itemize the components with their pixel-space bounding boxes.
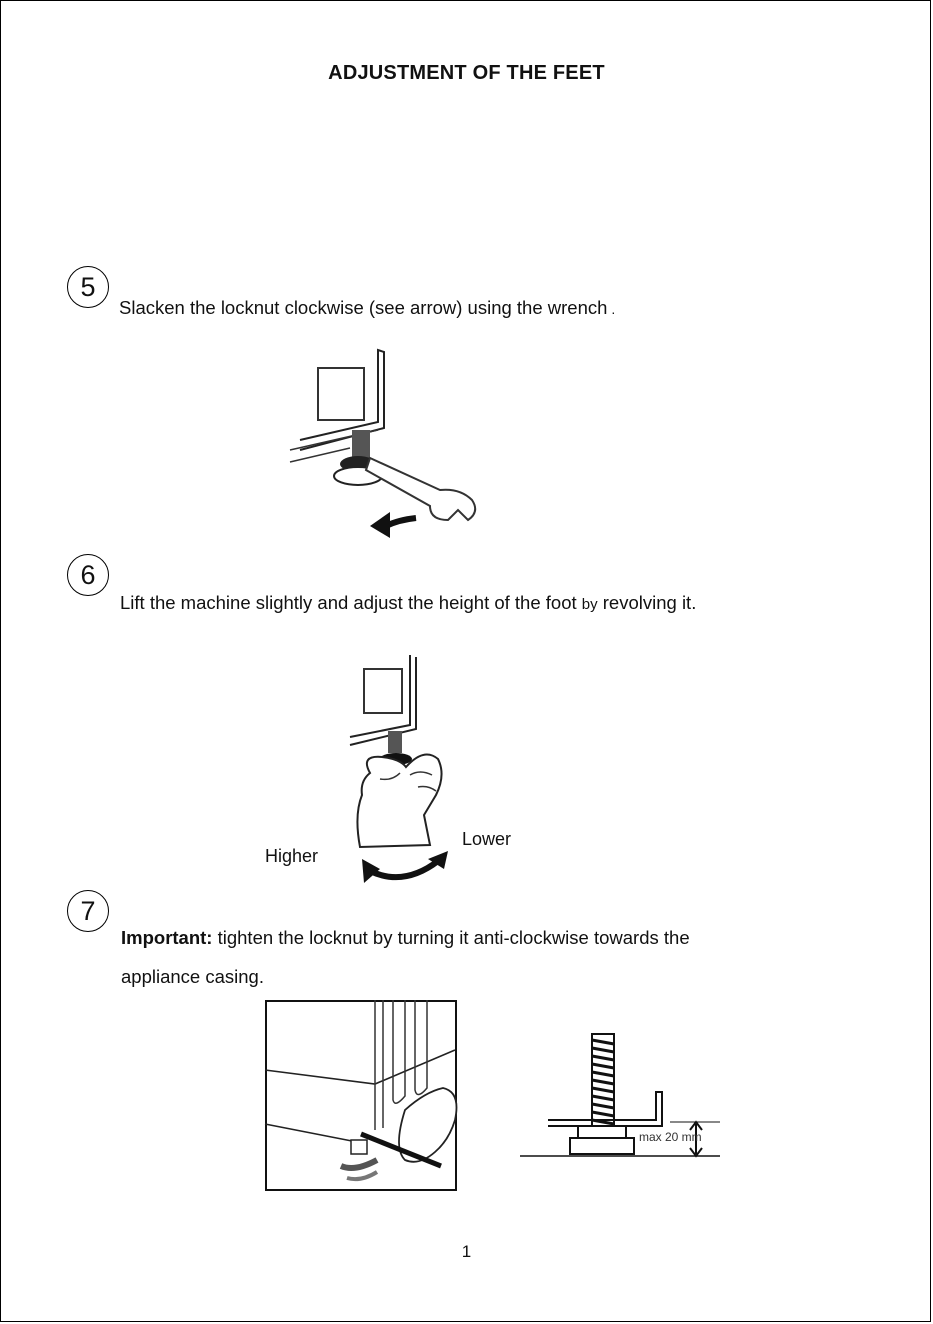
step-5-period: . bbox=[611, 301, 616, 317]
step-5-number: 5 bbox=[67, 266, 109, 308]
wrench-loosening-illustration bbox=[290, 350, 490, 540]
lower-label: Lower bbox=[462, 829, 512, 849]
step-6-number: 6 bbox=[67, 554, 109, 596]
max-height-label: max 20 mm bbox=[639, 1130, 702, 1144]
step-5-text bbox=[119, 297, 615, 319]
step-7-text bbox=[121, 927, 690, 949]
step-7-number: 7 bbox=[67, 890, 109, 932]
step-7-important: Important: bbox=[121, 927, 213, 948]
foot-max-height-diagram bbox=[520, 1028, 740, 1164]
step-7-text-line2: appliance casing. bbox=[121, 966, 264, 987]
step-6-by: by bbox=[581, 596, 598, 613]
step-6-text bbox=[120, 592, 696, 614]
page-number: 1 bbox=[461, 1242, 472, 1261]
page-title: ADJUSTMENT OF THE FEET bbox=[328, 62, 605, 84]
step-6-instruction-a: Lift the machine slightly and adjust the height of the foot bbox=[120, 592, 577, 613]
step-6-instruction-b: revolving it. bbox=[602, 592, 697, 613]
hand-adjusting-foot-illustration bbox=[340, 655, 470, 890]
step-5-instruction: Slacken the locknut clockwise (see arrow) using the wrench bbox=[119, 297, 608, 318]
locknut-tightening-illustration bbox=[265, 1000, 457, 1192]
step-7-instruction: tighten the locknut by turning it anti-clockwise towards the bbox=[217, 927, 690, 948]
higher-label: Higher bbox=[265, 846, 319, 866]
